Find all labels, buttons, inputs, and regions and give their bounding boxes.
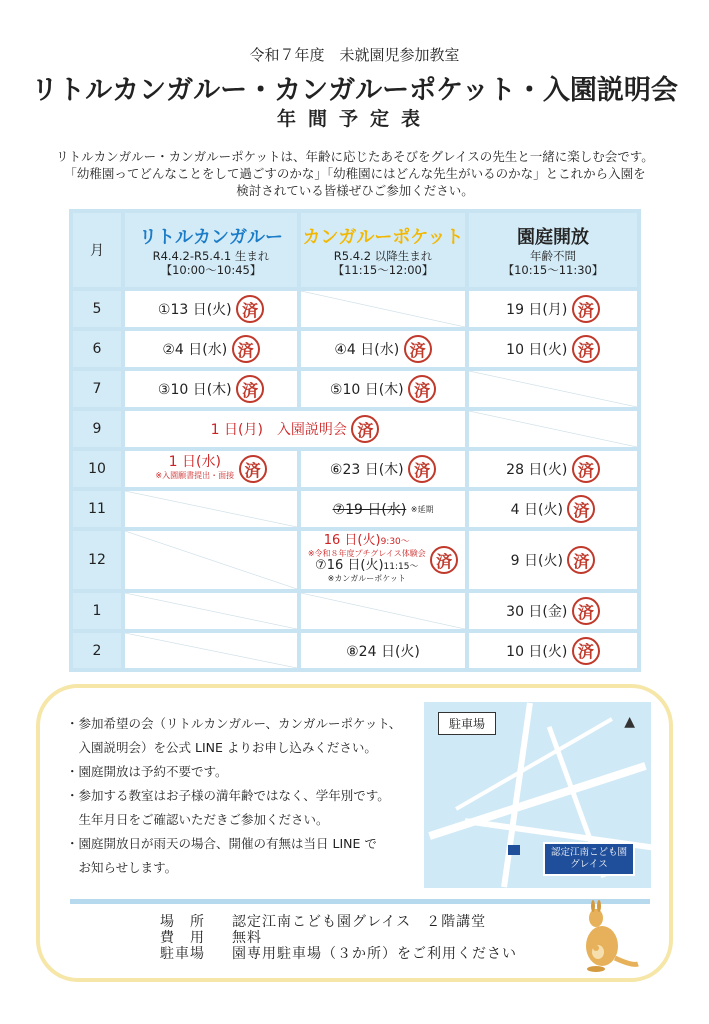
empty-cell xyxy=(125,531,297,589)
kangaroo-icon xyxy=(560,894,640,974)
date-text: ⑥23 日(木) xyxy=(329,462,404,478)
table-cell xyxy=(125,331,297,367)
month-cell: 9 xyxy=(73,411,121,447)
column-name: リトルカンガルー xyxy=(139,227,283,248)
done-stamp-icon: 済 xyxy=(567,495,595,523)
date-text: ④4 日(水) xyxy=(334,342,400,358)
table-cell xyxy=(469,291,637,327)
date-text: ⑧24 日(火) xyxy=(346,643,420,660)
facility-label: 場 所 xyxy=(160,914,205,930)
date-text: 10 日(火) xyxy=(506,342,568,358)
map-road xyxy=(501,702,533,887)
month-cell: 5 xyxy=(73,291,121,327)
date-text: 19 日(月) xyxy=(506,302,568,318)
date-text: 1 日(水) xyxy=(168,454,221,470)
table-cell xyxy=(301,491,465,527)
notes-list xyxy=(66,712,426,880)
date-text: ⑤10 日(木) xyxy=(329,382,404,398)
subtitle: 令和７年度 未就園児参加教室 xyxy=(249,46,460,64)
note-item: お知らせします。 xyxy=(66,860,178,875)
facility-value: 無料 xyxy=(232,930,262,946)
column-header-garden-open xyxy=(469,213,637,287)
note-text: ※延期 xyxy=(410,504,434,514)
destination-name: 認定江南こども園 xyxy=(550,847,627,858)
table-cell xyxy=(301,371,465,407)
empty-cell xyxy=(301,593,465,629)
month-header: 月 xyxy=(73,213,121,287)
table-cell xyxy=(469,491,637,527)
empty-cell xyxy=(125,593,297,629)
done-stamp-icon: 済 xyxy=(232,335,260,363)
facility-value: 認定江南こども園グレイス ２階講堂 xyxy=(232,914,487,930)
event-text: 1 日(月) 入園説明会 xyxy=(210,422,347,438)
date-text: 28 日(火) xyxy=(506,462,568,478)
map-title: 駐車場 xyxy=(438,712,496,735)
intro-line: 「幼稚園ってどんなことをして過ごすのかな」「幼稚園にはどんな先生がいるのかな」とこれから入園を xyxy=(64,166,646,181)
done-stamp-icon: 済 xyxy=(572,637,600,665)
date-text: ⑦16 日(火) xyxy=(315,558,384,573)
done-stamp-icon: 済 xyxy=(572,597,600,625)
empty-cell xyxy=(469,371,637,407)
note-item: ・参加する教室はお子様の満年齢ではなく、学年別です。 xyxy=(66,788,390,803)
column-time: 【10:00～10:45】 xyxy=(160,263,262,277)
month-cell: 6 xyxy=(73,331,121,367)
facility-row xyxy=(160,930,517,946)
empty-cell xyxy=(125,633,297,668)
table-cell-merged xyxy=(125,411,465,447)
note-item: ・園庭開放は予約不要です。 xyxy=(66,764,228,779)
time-text: 11:15～ xyxy=(383,562,419,572)
table-cell xyxy=(469,593,637,629)
done-stamp-icon: 済 xyxy=(236,375,264,403)
date-text: 30 日(金) xyxy=(506,604,568,620)
done-stamp-icon: 済 xyxy=(239,455,267,483)
date-text: ①13 日(火) xyxy=(157,302,232,318)
time-text: 9:30～ xyxy=(380,537,410,547)
table-cell xyxy=(301,331,465,367)
page-subtitle: 年間予定表 xyxy=(276,108,432,130)
column-header-little-kangaroo xyxy=(125,213,297,287)
month-cell: 7 xyxy=(73,371,121,407)
note-text: ※令和８年度プチグレイス体験会 xyxy=(307,549,426,558)
done-stamp-icon: 済 xyxy=(408,455,436,483)
facility-row xyxy=(160,914,517,930)
done-stamp-icon: 済 xyxy=(430,546,458,574)
table-cell xyxy=(469,331,637,367)
north-arrow-icon: ▲ xyxy=(624,714,635,730)
month-cell: 2 xyxy=(73,633,121,668)
column-time: 【11:15～12:00】 xyxy=(332,263,434,277)
date-text: 10 日(火) xyxy=(506,643,568,660)
empty-cell xyxy=(301,291,465,327)
done-stamp-icon: 済 xyxy=(404,335,432,363)
table-cell xyxy=(469,531,637,589)
done-stamp-icon: 済 xyxy=(567,546,595,574)
facility-label: 駐車場 xyxy=(160,946,205,962)
note-item: ・園庭開放日が雨天の場合、開催の有無は当日 LINE で xyxy=(66,836,377,851)
done-stamp-icon: 済 xyxy=(351,415,379,443)
table-cell xyxy=(469,451,637,487)
cell-content xyxy=(155,456,234,482)
parking-map xyxy=(424,702,651,888)
note-text: ※入園願書提出・面接 xyxy=(155,471,235,480)
facility-label: 費 用 xyxy=(160,930,205,946)
date-text: 16 日(火) xyxy=(323,533,381,548)
intro-line: リトルカンガルー・カンガルーポケットは、年齢に応じたあそびをグレイスの先生と一緒に楽しむ会です。 xyxy=(56,149,654,164)
column-age: 年齢不問 xyxy=(530,249,576,263)
table-cell xyxy=(125,451,297,487)
done-stamp-icon: 済 xyxy=(408,375,436,403)
note-item: ・参加希望の会（リトルカンガルー、カンガルーポケット、 xyxy=(66,716,402,731)
facility-info xyxy=(160,914,517,962)
info-box xyxy=(36,684,673,982)
facility-row xyxy=(160,946,517,962)
page-title: リトルカンガルー・カンガルーポケット・入園説明会 xyxy=(31,75,678,106)
month-cell: 12 xyxy=(73,531,121,589)
note-text: ※カンガルーポケット xyxy=(327,574,406,583)
column-birth-range: R4.4.2-R5.4.1 生まれ xyxy=(152,249,270,263)
done-stamp-icon: 済 xyxy=(572,295,600,323)
month-cell: 11 xyxy=(73,491,121,527)
table-cell xyxy=(125,291,297,327)
column-name: カンガルーポケット xyxy=(302,227,464,248)
month-cell: 1 xyxy=(73,593,121,629)
date-text: ②4 日(水) xyxy=(162,342,228,358)
map-destination xyxy=(543,842,635,876)
note-item: 生年月日をご確認いただきご参加ください。 xyxy=(66,812,329,827)
table-cell xyxy=(469,633,637,668)
table-cell xyxy=(301,451,465,487)
date-text: ③10 日(木) xyxy=(157,382,232,398)
done-stamp-icon: 済 xyxy=(572,335,600,363)
cancelled-date-text: ⑦19 日(水) xyxy=(332,502,407,518)
column-header-kangaroo-pocket xyxy=(301,213,465,287)
column-time: 【10:15～11:30】 xyxy=(502,263,604,277)
schedule-table xyxy=(69,209,641,672)
month-cell: 10 xyxy=(73,451,121,487)
intro-line: 検討されている皆様ぜひご参加ください。 xyxy=(236,183,474,198)
cell-content xyxy=(308,535,426,585)
done-stamp-icon: 済 xyxy=(572,455,600,483)
done-stamp-icon: 済 xyxy=(236,295,264,323)
empty-cell xyxy=(125,491,297,527)
column-name: 園庭開放 xyxy=(517,227,589,248)
parking-marker xyxy=(508,845,520,855)
facility-value: 園専用駐車場（３か所）をご利用ください xyxy=(232,946,517,962)
date-text: 9 日(火) xyxy=(510,553,563,569)
empty-cell xyxy=(469,411,637,447)
table-cell xyxy=(125,371,297,407)
date-text: 4 日(火) xyxy=(510,502,563,518)
intro-text xyxy=(40,148,670,199)
note-item: 入園説明会）を公式 LINE よりお申し込みください。 xyxy=(66,740,377,755)
destination-name: グレイス xyxy=(570,859,608,870)
table-cell xyxy=(301,531,465,589)
table-cell xyxy=(301,633,465,668)
column-birth-range: R5.4.2 以降生まれ xyxy=(333,249,433,263)
